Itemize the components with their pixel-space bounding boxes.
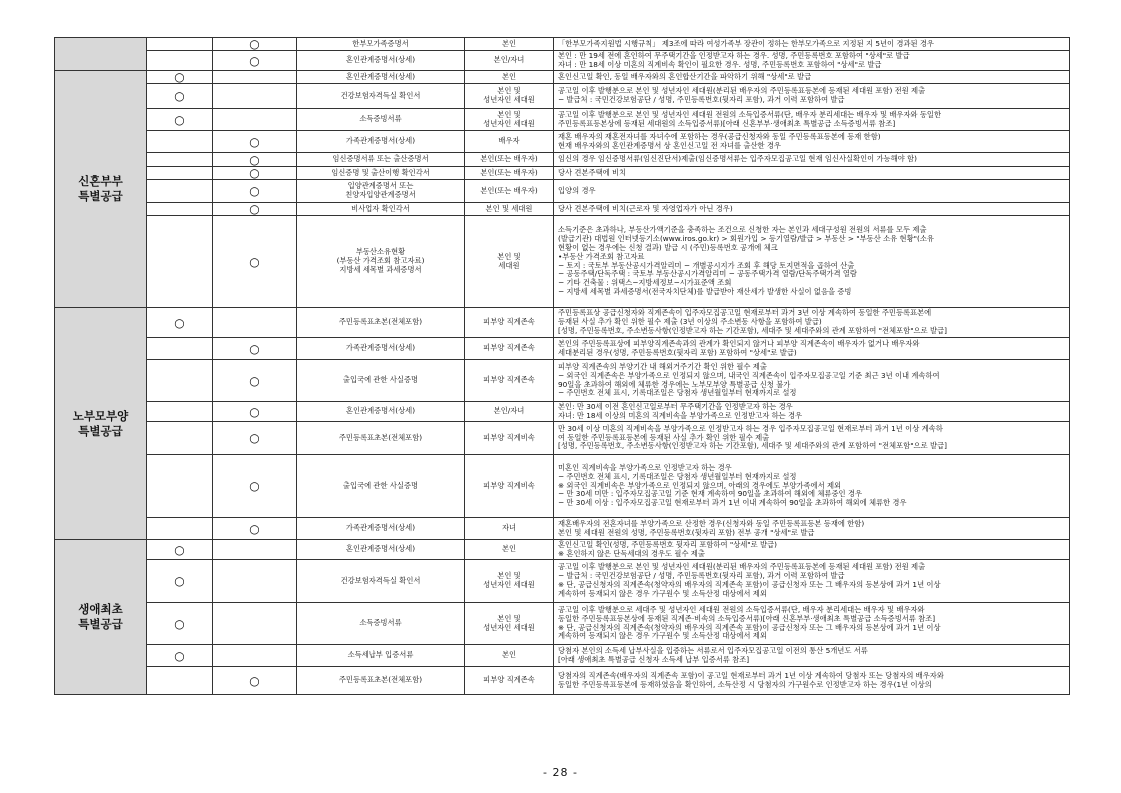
- conditional-mark: ○: [213, 38, 297, 51]
- table-row: [55, 153, 1070, 167]
- remarks: 공고일 이후 발행분으로 본인 및 성년자인 세대원(분리된 배우자의 주민등록표등본에 등재된 세대원 포함) 전원 제출 − 발급처 : 국민건강보험공단 / 성명, 주민등록번호(뒷자리 포함), 과거 이력 포함하여 발급: [554, 84, 1070, 109]
- issuer-target: 본인 및 세대원: [465, 216, 554, 308]
- remarks: 만 30세 이상 미혼의 직계비속을 부양가족으로 인정받고자 하는 경우 입주자모집공고일 현재로부터 과거 1년 이상 계속하 여 동일한 주민등록표등본에 등재된 사실 추가 확인 위한 필수 제출 [성명, 주민등록번호, 주소변동사항(인정받고자 하는 기간포함), 세대주 및 세대주와의 관계 포함하여 "전체포함"으로 발급]: [554, 422, 1070, 455]
- table-row: [55, 518, 1070, 540]
- issuer-target: 본인: [465, 38, 554, 51]
- document-name: 주민등록표초본(전체포함): [297, 308, 465, 338]
- required-mark: [147, 338, 213, 360]
- conditional-mark: [213, 71, 297, 84]
- issuer-target: 피부양 직계존속: [465, 667, 554, 695]
- table-row: [55, 38, 1070, 51]
- table-row: [55, 216, 1070, 308]
- required-mark: [147, 180, 213, 203]
- remarks: 혼인신고일 확인(성명, 주민등록번호 뒷자리 포함하여 "상세"로 발급) ※ 혼인하지 않은 단독세대의 경우도 필수 제출: [554, 540, 1070, 560]
- conditional-mark: ○: [213, 153, 297, 167]
- table-row: [55, 71, 1070, 84]
- table-row: [55, 560, 1070, 603]
- issuer-target: 피부양 직계비속: [465, 422, 554, 455]
- document-name: 부동산소유현황 (부동산 가격조회 참고자료) 지방세 세목별 과세증명서: [297, 216, 465, 308]
- required-mark: ○: [147, 603, 213, 645]
- required-mark: [147, 38, 213, 51]
- required-mark: ○: [147, 560, 213, 603]
- issuer-target: 본인/자녀: [465, 402, 554, 422]
- conditional-mark: [213, 560, 297, 603]
- conditional-mark: ○: [213, 131, 297, 153]
- table-row: [55, 540, 1070, 560]
- required-mark: [147, 360, 213, 402]
- category-cell: [55, 38, 147, 71]
- document-name: 출입국에 관한 사실증명: [297, 360, 465, 402]
- required-mark: [147, 167, 213, 180]
- issuer-target: 피부양 직계존속: [465, 338, 554, 360]
- required-mark: [147, 51, 213, 71]
- table-row: [55, 167, 1070, 180]
- issuer-target: 본인(또는 배우자): [465, 180, 554, 203]
- table-row: [55, 203, 1070, 216]
- conditional-mark: ○: [213, 216, 297, 308]
- required-mark: ○: [147, 109, 213, 131]
- remarks: 당첨자 본인의 소득세 납부사실을 입증하는 서류로서 입주자모집공고일 이전의 통산 5개년도 서류 [아래 생애최초 특별공급 신청자 소득세 납부 입증서류 참조]: [554, 645, 1070, 667]
- conditional-mark: ○: [213, 360, 297, 402]
- conditional-mark: [213, 645, 297, 667]
- document-name: 가족관계증명서(상세): [297, 518, 465, 540]
- table-row: [55, 645, 1070, 667]
- conditional-mark: ○: [213, 180, 297, 203]
- conditional-mark: ○: [213, 167, 297, 180]
- document-name: 혼인관계증명서(상세): [297, 51, 465, 71]
- required-mark: ○: [147, 84, 213, 109]
- remarks: 주민등록표상 공급신청자와 직계존속이 입주자모집공고일 현재로부터 과거 3년 이상 계속하여 동일한 주민등록표본에 등재된 사실 추가 확인 위한 필수 제출 (3년 이상의 주소변동 사항을 포함하여 발급) [성명, 주민등록번호, 주소변동사항(인정받고자 하는 기간포함), 세대주 및 세대주와의 관계 포함하여 "전체포함"으로 발급]: [554, 308, 1070, 338]
- issuer-target: 본인 및 성년자인 세대원: [465, 109, 554, 131]
- document-name: 비사업자 확인각서: [297, 203, 465, 216]
- issuer-target: 본인: [465, 71, 554, 84]
- table-row: [55, 131, 1070, 153]
- document-name: 소득증빙서류: [297, 603, 465, 645]
- document-name: 가족관계증명서(상세): [297, 131, 465, 153]
- remarks: 소득기준은 초과하나, 부동산가액기준을 충족하는 조건으로 신청한 자는 본인과 세대구성원 전원의 서류를 모두 제출 (발급기관) 대법원 인터넷등기소(www.iros.go.kr) > 회원가입 > 등기열람/발급 > 부동산 > "부동산 소유 현황"(소유 현황이 없는 경우에는 신청 결과) 발급 시 (주민)등록번호 공개에 체크 •부동산 가격조회 참고자료 − 토지 : 국토부 부동산공시가격알리미 − 개별공시지가 조회 후 해당 토지면적을 곱하여 산출 − 공동주택/단독주택 : 국토부 부동산공시가격알리미 − 공동주택가격 열람/단독주택가격 열람 − 기타 건축물 : 위택스−지방세정보−시가표준액 조회 − 지방세 세목별 과세증명서(전국자치단체)를 발급받아 재산세가 발생한 사실이 없음을 증빙: [554, 216, 1070, 308]
- conditional-mark: ○: [213, 422, 297, 455]
- table-row: [55, 109, 1070, 131]
- issuer-target: 본인 및 성년자인 세대원: [465, 560, 554, 603]
- table-row: [55, 84, 1070, 109]
- remarks: 공고일 이후 발행분으로 본인 및 성년자인 세대원(분리된 배우자의 주민등록표등본에 등재된 세대원 포함) 전원 제출 − 발급처 : 국민건강보험공단 / 성명, 주민등록번호(뒷자리 포함), 과거 이력 포함하여 발급 ※ 단, 공급신청자의 직계존속(청약자의 배우자의 직계존속 포함)이 공급신청자 또는 그 배우자의 등본상에 과거 1년 이상 계속하여 등재되지 않은 경우 가구원수 및 소득산정 대상에서 제외: [554, 560, 1070, 603]
- remarks: 재혼 배우자의 재혼전자녀를 자녀수에 포함하는 경우(공급신청자와 동일 주민등록표등본에 등재 한함) 현재 배우자와의 혼인관계증명서 상 혼인신고일 전 자녀를 출산한 경우: [554, 131, 1070, 153]
- conditional-mark: ○: [213, 338, 297, 360]
- remarks: 당사 견본주택에 비치: [554, 167, 1070, 180]
- issuer-target: 본인(또는 배우자): [465, 167, 554, 180]
- table-row: [55, 667, 1070, 695]
- conditional-mark: [213, 308, 297, 338]
- remarks: 본인: 만 30세 이전 혼인신고일로부터 무주택기간을 인정받고자 하는 경우 자녀: 만 18세 이상의 미혼의 직계비속을 부양가족으로 인정받고자 하는 경우: [554, 402, 1070, 422]
- table-row: [55, 402, 1070, 422]
- document-name: 건강보험자격득실 확인서: [297, 560, 465, 603]
- remarks: 미혼인 직계비속을 부양가족으로 인정받고자 하는 경우 − 주민번호 전체 표시, 기록대조일은 당첨자 생년월일부터 현재까지로 설정 ※ 외국인 직계비속은 부양가족으로 인정되지 않으며, 아래의 경우에도 부양가족에서 제외 − 만 30세 미만 : 입주자모집공고일 기준 현재 계속하여 90일을 초과하여 해외에 체류중인 경우 − 만 30세 이상 : 입주자모집공고일 현재로부터 과거 1년 이내 계속하여 90일을 초과하여 해외에 체류한 경우: [554, 455, 1070, 518]
- required-mark: [147, 153, 213, 167]
- conditional-mark: ○: [213, 667, 297, 695]
- required-mark: ○: [147, 71, 213, 84]
- remarks: 공고일 이후 발행분으로 세대주 및 성년자인 세대원 전원의 소득입증서류(단, 배우자 분리세대는 배우자 및 배우자와 동일한 주민등록표등본상에 등재된 직계존·비속의 소득입증서류)[아래 신혼부부·생애최초 특별공급 소득증빙서류 참조] ※ 단, 공급신청자의 직계존속(청약자의 배우자의 직계존속 포함)이 공급신청자 또는 그 배우자의 등본상에 과거 1년 이상 계속하여 등재되지 않은 경우 가구원수 및 소득산정 대상에서 제외: [554, 603, 1070, 645]
- document-name: 건강보험자격득실 확인서: [297, 84, 465, 109]
- document-name: 혼인관계증명서(상세): [297, 402, 465, 422]
- required-mark: [147, 216, 213, 308]
- remarks: 본인 : 만 19세 전에 혼인하여 무주택기간을 인정받고자 하는 경우. 성명, 주민등록번호 포함하여 "상세"로 발급 자녀 : 만 18세 이상 미혼의 직계비속 확인이 필요한 경우. 성명, 주민등록번호 포함하여 "상세"로 발급: [554, 51, 1070, 71]
- page-number: - 28 -: [543, 766, 578, 779]
- table-row: [55, 455, 1070, 518]
- conditional-mark: ○: [213, 455, 297, 518]
- issuer-target: 본인 및 성년자인 세대원: [465, 84, 554, 109]
- conditional-mark: [213, 540, 297, 560]
- required-mark: [147, 203, 213, 216]
- table-row: [55, 360, 1070, 402]
- required-mark: [147, 422, 213, 455]
- table-row: [55, 338, 1070, 360]
- category-cell: 생애최초 특별공급: [55, 540, 147, 695]
- document-name: 임신증명 및 출산이행 확인각서: [297, 167, 465, 180]
- remarks: 재혼배우자의 전혼자녀를 부양가족으로 산정한 경우(신청자와 동일 주민등록표등본 등재에 한함) 본인 및 세대원 전원의 성명, 주민등록번호(뒷자리 포함) 전부 공개 "상세"로 발급: [554, 518, 1070, 540]
- issuer-target: 자녀: [465, 518, 554, 540]
- table-row: [55, 180, 1070, 203]
- conditional-mark: [213, 84, 297, 109]
- document-name: 임신증명서류 또는 출산증명서: [297, 153, 465, 167]
- issuer-target: 피부양 직계존속: [465, 308, 554, 338]
- issuer-target: 본인(또는 배우자): [465, 153, 554, 167]
- document-name: 소득세납부 입증서류: [297, 645, 465, 667]
- issuer-target: 본인: [465, 645, 554, 667]
- conditional-mark: ○: [213, 203, 297, 216]
- required-mark: ○: [147, 645, 213, 667]
- category-cell: 신혼부부 특별공급: [55, 71, 147, 308]
- remarks: 본인의 주민등록표상에 피부양직계존속과의 관계가 확인되지 않거나 피부양 직계존속이 배우자가 없거나 배우자와 세대분리된 경우(성명, 주민등록번호(뒷자리 포함) 포함하여 "상세"로 발급): [554, 338, 1070, 360]
- conditional-mark: [213, 109, 297, 131]
- remarks: 혼인신고일 확인, 동일 배우자와의 혼인합산기간을 파악하기 위해 "상세"로 발급: [554, 71, 1070, 84]
- document-name: 주민등록표초본(전체포함): [297, 667, 465, 695]
- required-mark: [147, 518, 213, 540]
- remarks: 입양의 경우: [554, 180, 1070, 203]
- document-name: 소득증빙서류: [297, 109, 465, 131]
- required-mark: [147, 402, 213, 422]
- remarks: 임신의 경우 임신증명서류(임신진단서)제출(임신증명서류는 입주자모집공고일 현재 임신사실확인이 가능해야 함): [554, 153, 1070, 167]
- issuer-target: 본인: [465, 540, 554, 560]
- issuer-target: 피부양 직계비속: [465, 455, 554, 518]
- remarks: 당사 견본주택에 비치(근로자 및 자영업자가 아닌 경우): [554, 203, 1070, 216]
- required-mark: [147, 455, 213, 518]
- required-mark: [147, 667, 213, 695]
- conditional-mark: ○: [213, 518, 297, 540]
- remarks: 공고일 이후 발행분으로 본인 및 성년자인 세대원 전원의 소득입증서류(단, 배우자 분리세대는 배우자 및 배우자와 동일한 주민등록표등본상에 등재된 세대원의 소득입증서류)[아래 신혼부부·생애최초 특별공급 소득증빙서류 참조]: [554, 109, 1070, 131]
- document-name: 가족관계증명서(상세): [297, 338, 465, 360]
- document-name: 출입국에 관한 사실증명: [297, 455, 465, 518]
- issuer-target: 피부양 직계존속: [465, 360, 554, 402]
- table-row: [55, 422, 1070, 455]
- required-mark: ○: [147, 540, 213, 560]
- conditional-mark: ○: [213, 51, 297, 71]
- conditional-mark: ○: [213, 402, 297, 422]
- table-row: [55, 308, 1070, 338]
- category-cell: 노부모부양 특별공급: [55, 308, 147, 540]
- remarks: 당첨자의 직계존속(배우자의 직계존속 포함)이 공고일 현재로부터 과거 1년 이상 계속하여 당첨자 또는 당첨자의 배우자와 동일한 주민등록표등본에 등재하였음을 확인하여, 소득산정 시 당첨자의 가구원수로 인정받고자 하는 경우(1년 이상의: [554, 667, 1070, 695]
- remarks: 「한부모가족지원법 시행규칙」 제3조에 따라 여성가족부 장관이 정하는 한부모가족으로 지정된 지 5년이 경과된 경우: [554, 38, 1070, 51]
- issuer-target: 본인 및 세대원: [465, 203, 554, 216]
- issuer-target: 배우자: [465, 131, 554, 153]
- conditional-mark: [213, 603, 297, 645]
- document-name: 주민등록표초본(전체포함): [297, 422, 465, 455]
- document-name: 혼인관계증명서(상세): [297, 540, 465, 560]
- document-name: 한부모가족증명서: [297, 38, 465, 51]
- issuer-target: 본인 및 성년자인 세대원: [465, 603, 554, 645]
- document-name: 입양관계증명서 또는 친양자입양관계증명서: [297, 180, 465, 203]
- table-row: [55, 51, 1070, 71]
- remarks: 피부양 직계존속의 부양기간 내 해외거주기간 확인 위한 필수 제출 − 외국인 직계존속은 부양가족으로 인정되지 않으며, 내국인 직계존속이 입주자모집공고일 기준 최근 3년 이내 계속하여 90일을 초과하여 해외에 체류한 경우에는 노부모부양 특별공급 신청 불가 − 주민번호 전체 표시, 기록대조일은 당첨자 생년월일부터 현재까지로 설정: [554, 360, 1070, 402]
- issuer-target: 본인/자녀: [465, 51, 554, 71]
- document-name: 혼인관계증명서(상세): [297, 71, 465, 84]
- required-mark: ○: [147, 308, 213, 338]
- table-row: [55, 603, 1070, 645]
- required-mark: [147, 131, 213, 153]
- document-table: [54, 37, 1070, 695]
